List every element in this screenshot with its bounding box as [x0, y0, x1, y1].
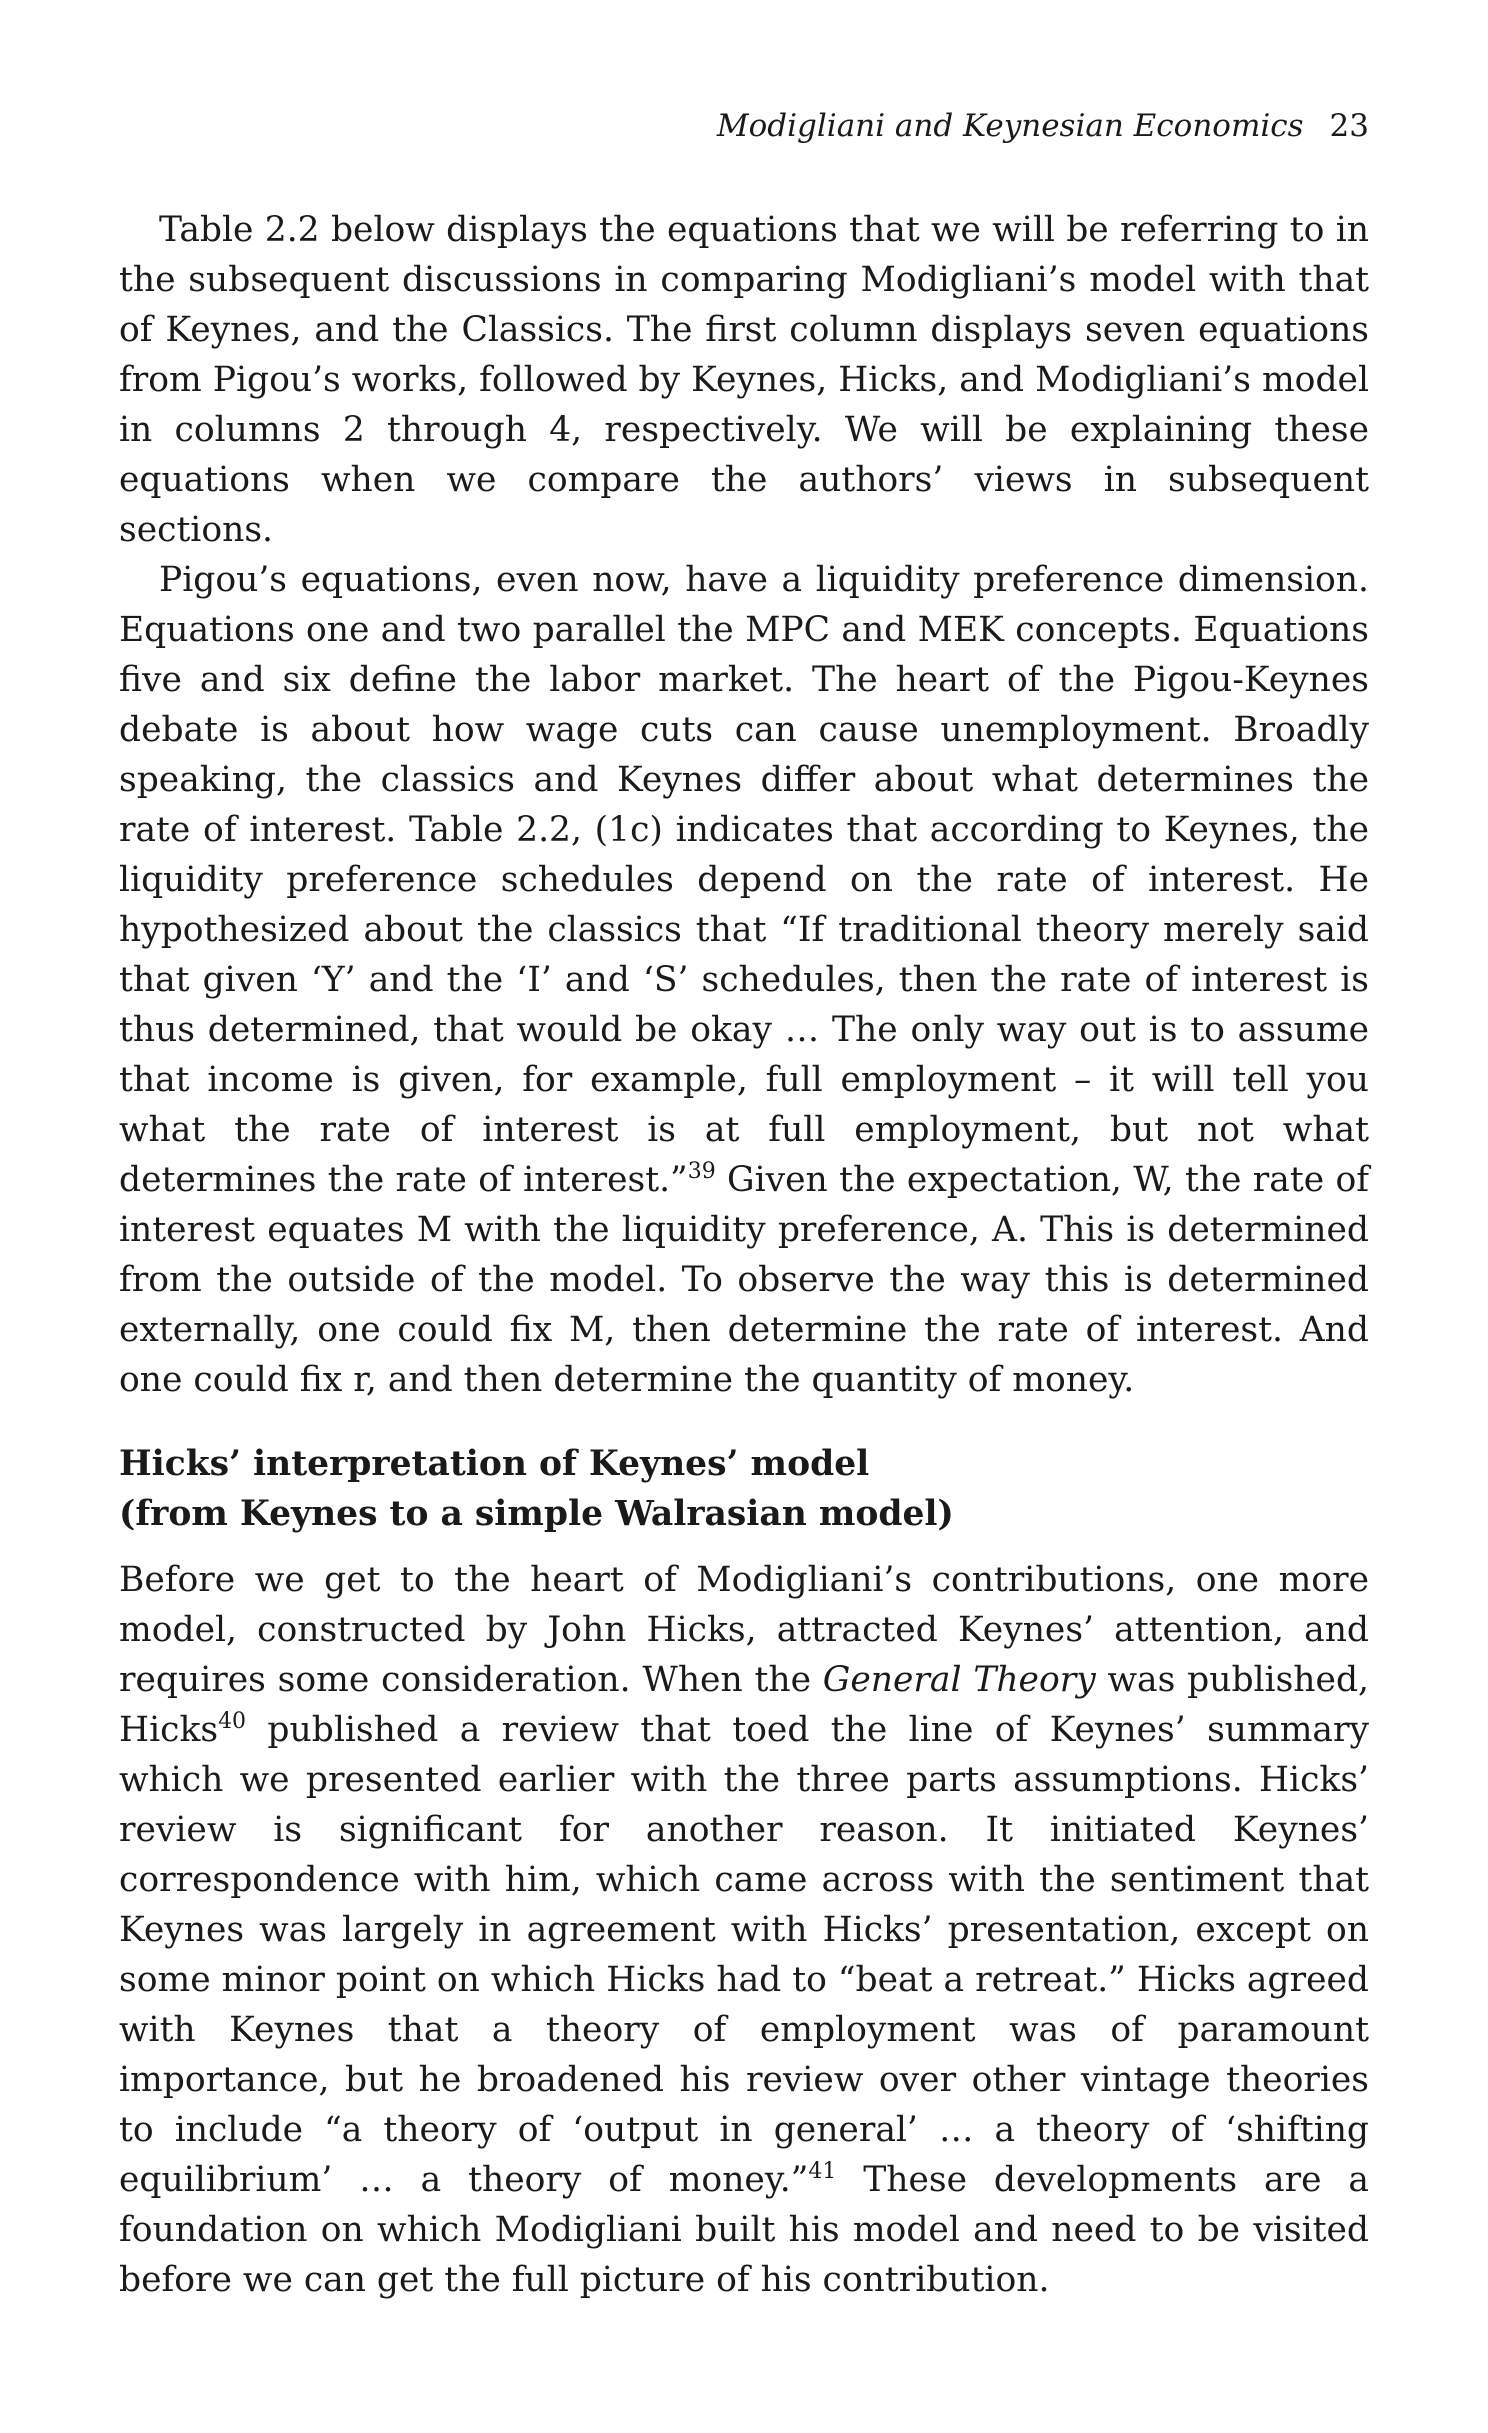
paragraph-text: was published, Hicks [119, 1660, 1369, 1750]
running-header [717, 108, 1369, 144]
page-number: 23 [1329, 108, 1369, 144]
footnote-ref-41: 41 [808, 2159, 837, 2184]
book-title-general-theory: General Theory [822, 1660, 1096, 1700]
paragraph-text: Before we get to the heart of Modigliani’s contributions, one more model, constructed by John Hicks, attracted Keynes’ attention, and requires some consideration. When the [119, 1560, 1369, 1700]
paragraph-text: Given the expectation, W, the rate of interest equates M with the liquidity preference, A. This is determined from the outside of the model. To observe the way this is determined externally, one could fix M, then determine the rate of interest. And one could fix r, and then determine the quantity of money. [119, 1160, 1370, 1400]
paragraph-hicks-review [119, 1555, 1369, 2305]
section-heading [119, 1439, 1369, 1539]
paragraph-text: These developments are a foundation on which Modigliani built his model and need to be visited before we can get the full picture of his contribution. [119, 2160, 1369, 2300]
section-heading-line-2: (from Keynes to a simple Walrasian model) [119, 1494, 954, 1534]
paragraph-table-intro: Table 2.2 below displays the equations that we will be referring to in the subsequent discussions in comparing Modigliani’s model with that of Keynes, and the Classics. The first column displays seven equations from Pigou’s works, followed by Keynes, Hicks, and Modigliani’s model in columns 2 through 4, respectively. We will be explaining these equations when we compare the authors’ views in subsequent sections. [119, 210, 1369, 550]
paragraph-text: Pigou’s equations, even now, have a liquidity preference dimension. Equations one and two parallel the MPC and MEK concepts. Equations five and six define the labor market. The heart of the Pigou-Keynes debate is about how wage cuts can cause unemployment. Broadly speaking, the classics and Keynes differ about what determines the rate of interest. Table 2.2, (1c) indicates that according to Keynes, the liquidity preference schedules depend on the rate of interest. He hypothesized about the classics that “If traditional theory merely said that given ‘Y’ and the ‘I’ and ‘S’ schedules, then the rate of interest is thus determined, that would be okay … The only way out is to assume that income is given, for example, full employment – it will tell you what the rate of interest is at full employment, but not what determines the rate of interest.” [119, 560, 1369, 1200]
paragraph-pigou-equations [119, 555, 1369, 1405]
running-title: Modigliani and Keynesian Economics [716, 108, 1304, 144]
footnote-ref-39: 39 [687, 1159, 716, 1184]
body-text [119, 205, 1369, 2305]
footnote-ref-40: 40 [218, 1709, 247, 1734]
paragraph-text: published a review that toed the line of Keynes’ summary which we presented earlier with the three parts assumptions. Hicks’ review is significant for another reason. It initiated Keynes’ correspondence with him, which came across with the sentiment that Keynes was largely in agreement with Hicks’ presentation, except on some minor point on which Hicks had to “beat a retreat.” Hicks agreed with Keynes that a theory of employment was of paramount importance, but he broadened his review over other vintage theories to include “a theory of ‘output in general’ … a theory of ‘shifting equilibrium’ … a theory of money.” [119, 1710, 1369, 2200]
section-heading-line-1: Hicks’ interpretation of Keynes’ model [119, 1444, 870, 1484]
